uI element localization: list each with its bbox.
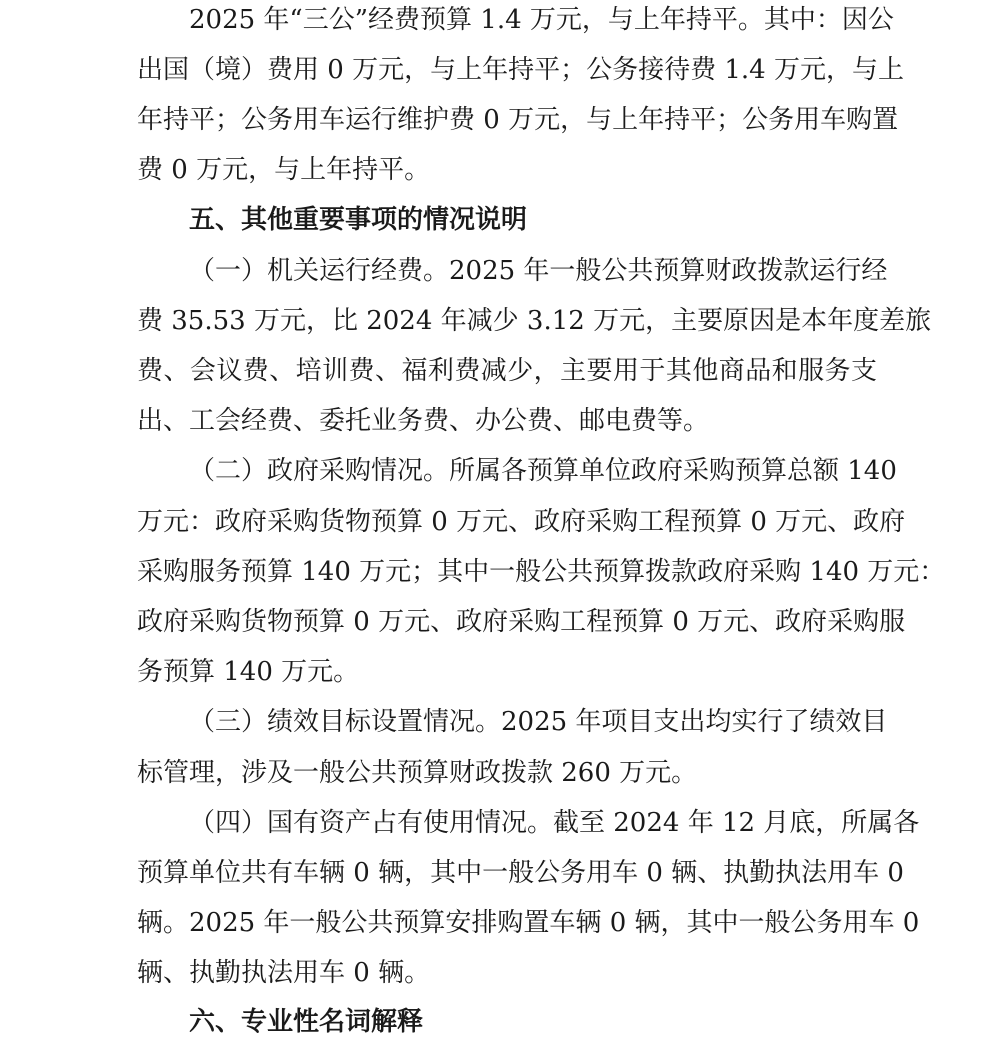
paragraph-line: 辆。2025 年一般公共预算安排购置车辆 0 辆，其中一般公务用车 0 xyxy=(137,908,920,938)
paragraph-line: 2025 年“三公”经费预算 1.4 万元，与上年持平。其中：因公 xyxy=(189,5,894,35)
paragraph-line: 万元：政府采购货物预算 0 万元、政府采购工程预算 0 万元、政府 xyxy=(137,507,906,537)
paragraph-line: 辆、执勤执法用车 0 辆。 xyxy=(137,958,431,988)
paragraph-line: 预算单位共有车辆 0 辆，其中一般公务用车 0 辆、执勤执法用车 0 xyxy=(137,858,904,888)
paragraph-line: （二）政府采购情况。所属各预算单位政府采购预算总额 140 xyxy=(189,456,897,486)
paragraph-line: 出国（境）费用 0 万元，与上年持平；公务接待费 1.4 万元，与上 xyxy=(137,55,904,85)
paragraph-line: （一）机关运行经费。2025 年一般公共预算财政拨款运行经 xyxy=(189,256,888,286)
section-heading: 五、其他重要事项的情况说明 xyxy=(189,205,528,235)
paragraph-line: 费 0 万元，与上年持平。 xyxy=(137,155,431,185)
paragraph-line: 标管理，涉及一般公共预算财政拨款 260 万元。 xyxy=(137,758,698,788)
paragraph-line: 采购服务预算 140 万元；其中一般公共预算拨款政府采购 140 万元： xyxy=(137,557,946,587)
paragraph-line: （四）国有资产占有使用情况。截至 2024 年 12 月底，所属各 xyxy=(189,808,920,838)
paragraph-line: 政府采购货物预算 0 万元、政府采购工程预算 0 万元、政府采购服 xyxy=(137,607,906,637)
paragraph-line: 年持平；公务用车运行维护费 0 万元，与上年持平；公务用车购置 xyxy=(137,105,899,135)
paragraph-line: 务预算 140 万元。 xyxy=(137,657,360,687)
paragraph-line: 出、工会经费、委托业务费、办公费、邮电费等。 xyxy=(137,406,710,436)
paragraph-line: （三）绩效目标设置情况。2025 年项目支出均实行了绩效目 xyxy=(189,707,888,737)
paragraph-line: 费、会议费、培训费、福利费减少，主要用于其他商品和服务支 xyxy=(137,356,877,386)
paragraph-line: 费 35.53 万元，比 2024 年减少 3.12 万元，主要原因是本年度差旅 xyxy=(137,306,932,336)
section-heading: 六、专业性名词解释 xyxy=(189,1007,424,1037)
